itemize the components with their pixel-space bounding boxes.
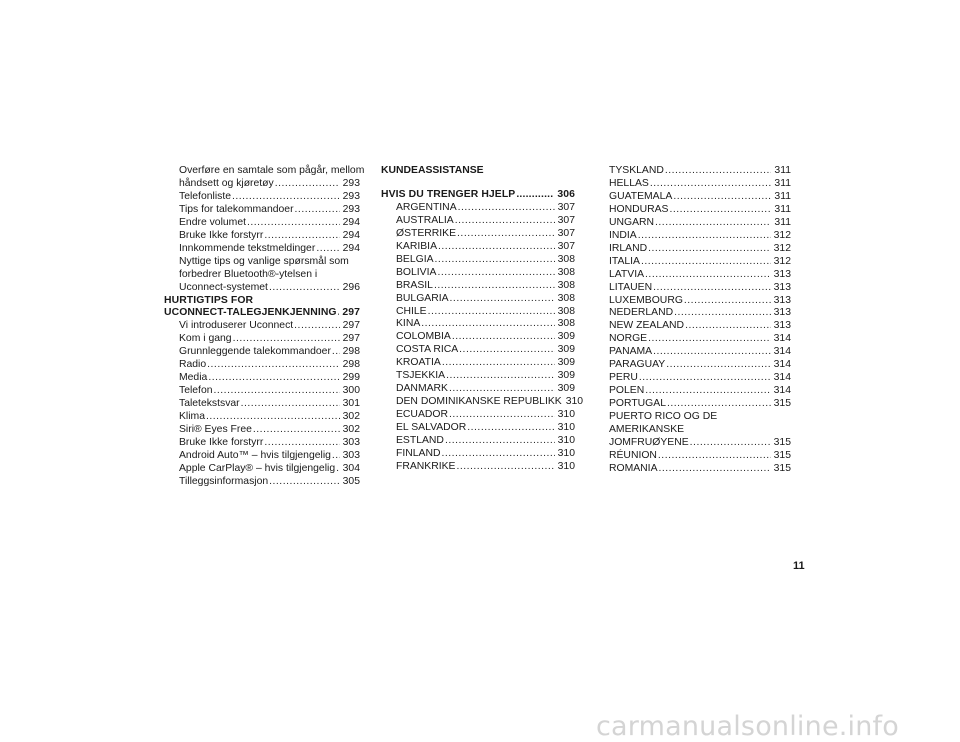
toc-entry-title: BRASIL <box>396 279 433 291</box>
toc-entry-title: AUSTRALIA <box>396 214 454 226</box>
dot-leader <box>648 333 771 346</box>
toc-entry[interactable] <box>164 230 360 243</box>
dot-leader <box>650 178 772 191</box>
dot-leader <box>639 372 771 385</box>
toc-entry-title: PARAGUAY <box>609 359 666 371</box>
toc-entry-title: Apple CarPlay® – hvis tilgjengelig <box>179 462 336 474</box>
toc-entry[interactable] <box>609 243 791 256</box>
toc-entry-page: 312 <box>773 255 791 267</box>
toc-entry[interactable] <box>609 307 791 320</box>
toc-entry-title: Innkommende tekstmeldinger <box>179 242 316 254</box>
dot-leader <box>658 450 771 463</box>
toc-entry[interactable] <box>609 385 791 398</box>
toc-entry[interactable] <box>164 411 360 424</box>
toc-entry[interactable] <box>164 346 360 359</box>
toc-column-3 <box>609 165 791 476</box>
toc-entry[interactable] <box>164 191 360 204</box>
toc-entry[interactable] <box>381 280 575 293</box>
toc-wrapped-line: Nyttige tips og vanlige spørsmål som <box>179 255 349 267</box>
toc-entry-page: 310 <box>557 435 575 447</box>
dot-leader <box>459 344 554 357</box>
dot-leader <box>441 448 554 461</box>
toc-entry-title: Siri® Eyes Free <box>179 424 252 436</box>
toc-entry-title: ARGENTINA <box>396 201 457 213</box>
toc-entry[interactable] <box>609 320 791 333</box>
toc-entry-page: 309 <box>557 370 575 382</box>
dot-leader <box>659 463 771 476</box>
dot-leader <box>655 217 771 230</box>
toc-entry-page: 305 <box>342 475 360 487</box>
dot-leader <box>332 346 340 359</box>
dot-leader <box>434 280 555 293</box>
toc-entry-title: FINLAND <box>396 448 441 460</box>
toc-entry[interactable] <box>609 346 791 359</box>
toc-entry[interactable] <box>381 344 575 357</box>
toc-heading-title: HVIS DU TRENGER HJELP <box>381 188 516 200</box>
toc-column-1 <box>164 165 365 489</box>
toc-entry[interactable] <box>381 202 575 215</box>
dot-leader <box>666 359 770 372</box>
dot-leader <box>648 243 771 256</box>
toc-entry-page: 310 <box>565 396 584 408</box>
toc-entry-title: DANMARK <box>396 383 448 395</box>
dot-leader <box>206 411 340 424</box>
dot-leader <box>445 435 555 448</box>
toc-entry[interactable] <box>609 295 791 308</box>
toc-entry-title: CHILE <box>396 305 427 317</box>
toc-entry-page: 298 <box>342 346 360 358</box>
dot-leader <box>674 307 771 320</box>
toc-entry-title: håndsett og kjøretøy <box>179 177 274 189</box>
toc-heading-entry[interactable] <box>164 307 360 320</box>
dot-leader <box>452 331 555 344</box>
toc-entry[interactable] <box>164 398 360 411</box>
toc-heading-page: 297 <box>342 307 360 319</box>
toc-entry-page: 313 <box>773 281 791 293</box>
toc-entry-title: HELLAS <box>609 177 649 189</box>
toc-entry-title: NEW ZEALAND <box>609 320 685 332</box>
page-number: 11 <box>793 560 805 572</box>
toc-entry-title: Radio <box>179 359 207 371</box>
toc-entry-title: UNGARN <box>609 216 655 228</box>
toc-entry-title: GUATEMALA <box>609 190 673 202</box>
toc-entry[interactable] <box>164 372 360 385</box>
dot-leader <box>458 202 555 215</box>
dot-leader <box>685 320 771 333</box>
dot-leader <box>449 409 555 422</box>
toc-entry[interactable] <box>381 461 575 474</box>
toc-entry-title: COLOMBIA <box>396 331 451 343</box>
toc-entry-title: PERU <box>609 372 638 384</box>
toc-entry-title: Klima <box>179 411 205 423</box>
toc-entry[interactable] <box>381 409 575 422</box>
toc-entry-title: Vi introduserer Uconnect <box>179 320 294 332</box>
dot-leader <box>665 165 772 178</box>
toc-entry-page: 294 <box>342 242 360 254</box>
toc-entry[interactable] <box>609 437 791 450</box>
toc-entry[interactable] <box>381 396 584 409</box>
toc-entry-page: 303 <box>342 437 360 449</box>
toc-entry-title: ROMANIA <box>609 462 658 474</box>
toc-entry-page: 315 <box>773 462 791 474</box>
dot-leader <box>653 282 771 295</box>
toc-entry[interactable] <box>381 241 575 254</box>
toc-entry-title: PANAMA <box>609 346 653 358</box>
toc-entry[interactable] <box>164 463 360 476</box>
toc-entry-page: 312 <box>773 229 791 241</box>
toc-entry[interactable] <box>164 437 360 450</box>
dot-leader <box>438 241 555 254</box>
toc-entry[interactable] <box>609 463 791 476</box>
toc-entry[interactable] <box>164 359 360 372</box>
toc-entry-page: 308 <box>557 318 575 330</box>
dot-leader <box>456 461 554 474</box>
dot-leader <box>446 370 555 383</box>
toc-entry-title: ØSTERRIKE <box>396 227 457 239</box>
toc-entry[interactable] <box>381 448 575 461</box>
toc-entry-title: BOLIVIA <box>396 266 437 278</box>
toc-entry[interactable] <box>381 293 575 306</box>
toc-entry-title: ECUADOR <box>396 409 448 421</box>
toc-entry-page: 307 <box>557 227 575 239</box>
dot-leader <box>690 437 771 450</box>
toc-entry-page: 302 <box>342 411 360 423</box>
toc-entry-title: Taletekstsvar <box>179 398 240 410</box>
toc-entry[interactable] <box>381 357 575 370</box>
toc-entry-title: KINA <box>396 318 421 330</box>
toc-entry-title: COSTA RICA <box>396 344 459 356</box>
toc-entry-page: 315 <box>773 449 791 461</box>
toc-heading-entry[interactable] <box>381 189 575 202</box>
toc-entry-page: 311 <box>774 165 791 176</box>
dot-leader <box>208 372 339 385</box>
dot-leader <box>449 383 555 396</box>
dot-leader <box>450 293 555 306</box>
toc-entry-title: Bruke Ikke forstyrr <box>179 437 264 449</box>
toc-heading-title: UCONNECT-TALEGJENKJENNING <box>164 307 337 319</box>
toc-entry-page: 313 <box>773 268 791 280</box>
toc-entry[interactable] <box>609 230 791 243</box>
toc-entry-page: 303 <box>342 449 360 461</box>
toc-entry-page: 311 <box>774 203 791 215</box>
dot-leader <box>669 204 771 217</box>
toc-entry-page: 310 <box>557 422 575 434</box>
toc-heading-line: HURTIGTIPS FOR <box>164 294 254 306</box>
toc-entry-page: 307 <box>557 214 575 226</box>
toc-entry-title: DEN DOMINIKANSKE REPUBLIKK <box>396 396 562 408</box>
toc-entry-page: 307 <box>557 240 575 252</box>
toc-heading-page: 306 <box>557 188 575 200</box>
toc-entry-page: 308 <box>557 305 575 317</box>
toc-entry-title: ITALIA <box>609 255 640 267</box>
dot-leader <box>645 269 771 282</box>
dot-leader <box>332 450 340 463</box>
dot-leader <box>253 424 340 437</box>
toc-entry-title: TSJEKKIA <box>396 370 446 382</box>
toc-entry-page: 314 <box>773 333 791 345</box>
toc-entry-page: 314 <box>773 385 791 397</box>
toc-entry[interactable] <box>381 422 575 435</box>
toc-entry-page: 300 <box>342 385 360 397</box>
dot-leader <box>275 178 340 191</box>
toc-entry-page: 315 <box>773 398 791 410</box>
toc-entry[interactable] <box>609 398 791 411</box>
toc-entry-title: KROATIA <box>396 357 441 369</box>
toc-entry-title: Media <box>179 372 208 384</box>
toc-entry-page: 310 <box>557 409 575 421</box>
toc-entry-page: 297 <box>342 320 360 332</box>
toc-entry[interactable] <box>381 318 575 331</box>
dot-leader <box>516 189 554 202</box>
toc-entry[interactable] <box>609 359 791 372</box>
toc-entry[interactable] <box>164 243 360 256</box>
toc-entry[interactable] <box>381 331 575 344</box>
dot-leader <box>645 385 770 398</box>
toc-entry[interactable] <box>609 165 791 178</box>
toc-entry-title: BULGARIA <box>396 292 449 304</box>
toc-entry-page: 309 <box>557 383 575 395</box>
dot-leader <box>428 306 555 319</box>
toc-entry-title: POLEN <box>609 385 645 397</box>
dot-leader <box>336 463 340 476</box>
toc-entry-title: TYSKLAND <box>609 165 664 176</box>
toc-entry-title: LITAUEN <box>609 281 653 293</box>
dot-leader <box>435 254 555 267</box>
toc-entry-page: 308 <box>557 279 575 291</box>
toc-entry-title: Grunnleggende talekommandoer <box>179 346 331 358</box>
toc-entry-title: Endre volumet <box>179 216 246 228</box>
dot-leader <box>264 230 339 243</box>
toc-entry-title: KARIBIA <box>396 240 437 252</box>
toc-entry-page: 307 <box>557 201 575 213</box>
toc-entry-title: ESTLAND <box>396 435 444 447</box>
toc-entry-page: 314 <box>773 372 791 384</box>
toc-entry-page: 304 <box>342 462 360 474</box>
toc-entry[interactable] <box>609 372 791 385</box>
dot-leader <box>295 204 340 217</box>
toc-entry-page: 298 <box>342 359 360 371</box>
toc-entry-title: IRLAND <box>609 242 648 254</box>
dot-leader <box>684 295 771 308</box>
toc-entry-page: 314 <box>773 346 791 358</box>
toc-column-2 <box>381 165 584 474</box>
dot-leader <box>241 398 340 411</box>
toc-entry[interactable] <box>381 370 575 383</box>
toc-entry-page: 299 <box>342 372 360 384</box>
toc-entry-title: FRANKRIKE <box>396 460 456 472</box>
toc-entry[interactable] <box>164 450 360 463</box>
toc-entry-page: 311 <box>774 190 791 202</box>
toc-entry-page: 311 <box>774 216 791 228</box>
toc-entry-page: 312 <box>773 242 791 254</box>
toc-entry[interactable] <box>164 476 360 489</box>
toc-entry-title: Uconnect-systemet <box>179 281 268 293</box>
dot-leader <box>269 476 340 489</box>
toc-entry-page: 314 <box>773 359 791 371</box>
toc-entry-page: 294 <box>342 229 360 241</box>
dot-leader <box>294 320 339 333</box>
dot-leader <box>338 307 340 320</box>
dot-leader <box>638 230 771 243</box>
toc-entry[interactable] <box>609 178 791 191</box>
toc-entry-page: 293 <box>342 203 360 215</box>
dot-leader <box>455 215 555 228</box>
toc-entry-title: EL SALVADOR <box>396 422 467 434</box>
toc-entry-page: 293 <box>342 190 360 202</box>
toc-entry-title: PORTUGAL <box>609 398 666 410</box>
dot-leader <box>442 357 555 370</box>
toc-entry-page: 309 <box>557 331 575 343</box>
dot-leader <box>269 282 340 295</box>
dot-leader <box>457 228 555 241</box>
toc-entry[interactable] <box>609 450 791 463</box>
dot-leader <box>316 243 339 256</box>
dot-leader <box>233 333 340 346</box>
dot-leader <box>421 318 554 331</box>
toc-entry-title: HONDURAS <box>609 203 669 215</box>
toc-entry-title: INDIA <box>609 229 637 241</box>
toc-entry[interactable] <box>609 282 791 295</box>
toc-entry-page: 308 <box>557 292 575 304</box>
toc-entry-title: NORGE <box>609 333 648 345</box>
toc-entry-page: 308 <box>557 266 575 278</box>
toc-entry-title: LUXEMBOURG <box>609 294 683 306</box>
toc-entry-page: 309 <box>557 357 575 369</box>
toc-entry-title: BELGIA <box>396 253 434 265</box>
toc-entry-page: 313 <box>773 307 791 319</box>
section-title: KUNDEASSISTANSE <box>381 165 484 176</box>
toc-entry-page: 315 <box>773 437 791 449</box>
dot-leader <box>247 217 340 230</box>
toc-entry[interactable] <box>609 191 791 204</box>
toc-entry[interactable] <box>609 269 791 282</box>
toc-entry-page: 313 <box>773 294 791 306</box>
toc-entry-title: Telefon <box>179 385 213 397</box>
toc-entry[interactable] <box>164 385 360 398</box>
toc-entry[interactable] <box>609 204 791 217</box>
toc-entry[interactable] <box>164 333 360 346</box>
toc-entry[interactable] <box>609 217 791 230</box>
toc-entry[interactable] <box>164 320 360 333</box>
dot-leader <box>641 256 771 269</box>
toc-entry-title: Android Auto™ – hvis tilgjengelig <box>179 449 331 461</box>
dot-leader <box>214 385 340 398</box>
toc-entry-title: LATVIA <box>609 268 645 280</box>
toc-entry-title: Tilleggsinformasjon <box>179 475 269 487</box>
dot-leader <box>207 359 340 372</box>
toc-entry[interactable] <box>164 217 360 230</box>
dot-leader <box>437 267 554 280</box>
toc-entry-title: Tips for talekommandoer <box>179 203 294 215</box>
toc-entry-page: 310 <box>557 448 575 460</box>
toc-entry-page: 302 <box>342 424 360 436</box>
toc-entry-title: JOMFRUØYENE <box>609 437 689 449</box>
dot-leader <box>467 422 554 435</box>
dot-leader <box>264 437 339 450</box>
toc-entry[interactable] <box>381 267 575 280</box>
toc-entry[interactable] <box>609 256 791 269</box>
toc-entry[interactable] <box>381 383 575 396</box>
watermark: carmanualsonline.info <box>596 711 899 742</box>
toc-entry[interactable] <box>164 424 360 437</box>
toc-entry-page: 310 <box>557 460 575 472</box>
toc-entry-page: 311 <box>774 177 791 189</box>
toc-entry-page: 309 <box>557 344 575 356</box>
toc-entry-title: Kom i gang <box>179 333 232 345</box>
toc-entry[interactable] <box>381 306 575 319</box>
toc-entry-title: RÉUNION <box>609 449 657 461</box>
dot-leader <box>232 191 340 204</box>
toc-entry-title: NEDERLAND <box>609 307 674 319</box>
toc-entry[interactable] <box>381 435 575 448</box>
toc-entry-title: Telefonliste <box>179 190 231 202</box>
dot-leader <box>673 191 771 204</box>
toc-entry-page: 294 <box>342 216 360 228</box>
toc-entry[interactable] <box>164 282 360 295</box>
toc-entry-page: 313 <box>773 320 791 332</box>
toc-entry-page: 293 <box>342 177 360 189</box>
toc-entry-page: 297 <box>342 333 360 345</box>
toc-entry[interactable] <box>381 215 575 228</box>
toc-wrapped-line: forbedrer Bluetooth®-ytelsen i <box>179 268 318 280</box>
toc-entry[interactable] <box>164 178 360 191</box>
toc-entry[interactable] <box>609 333 791 346</box>
toc-entry[interactable] <box>381 228 575 241</box>
toc-entry-page: 301 <box>342 398 360 410</box>
toc-wrapped-line: Overføre en samtale som pågår, mellom <box>179 165 365 176</box>
toc-entry[interactable] <box>164 204 360 217</box>
dot-leader <box>653 346 771 359</box>
toc-wrapped-line: PUERTO RICO OG DE AMERIKANSKE <box>609 411 718 436</box>
toc-entry-page: 296 <box>342 281 360 293</box>
toc-entry-title: Bruke Ikke forstyrr <box>179 229 264 241</box>
dot-leader <box>667 398 771 411</box>
toc-entry-page: 308 <box>557 253 575 265</box>
toc-entry[interactable] <box>381 254 575 267</box>
